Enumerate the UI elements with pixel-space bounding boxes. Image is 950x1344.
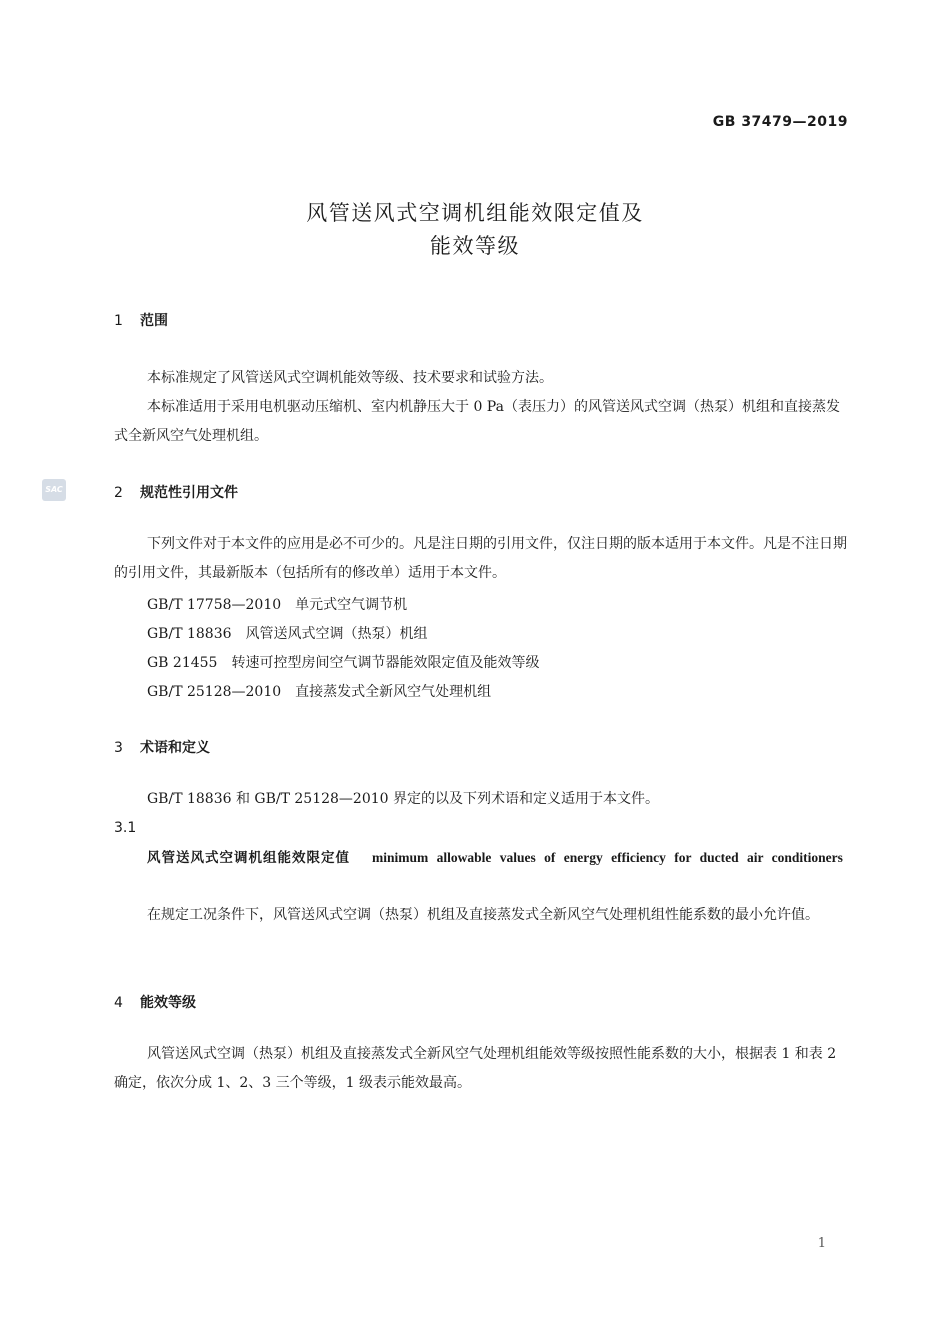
reference-code: GB/T 25128—2010 [147, 684, 282, 700]
section-1-paragraph-2: 本标准适用于采用电机驱动压缩机、室内机静压大于 0 Pa（表压力）的风管送风式空调（热泵）机组和直接蒸发式全新风空气处理机组。 [114, 399, 840, 444]
sac-watermark-logo: SAC [42, 479, 66, 501]
section-2-paragraph-1: 下列文件对于本文件的应用是必不可少的。凡是注日期的引用文件，仅注日期的版本适用于本文件。凡是不注日期的引用文件，其最新版本（包括所有的修改单）适用于本文件。 [114, 536, 847, 581]
section-title: 能效等级 [140, 995, 196, 1011]
reference-item [147, 652, 539, 672]
reference-code: GB/T 17758—2010 [147, 597, 282, 613]
reference-item [147, 681, 491, 701]
section-4-heading [114, 992, 196, 1012]
section-4-paragraph-1: 风管送风式空调（热泵）机组及直接蒸发式全新风空气处理机组能效等级按照性能系数的大小，根据表 1 和表 2 确定，依次分成 1、2、3 三个等级，1 级表示能效最高。 [114, 1046, 837, 1091]
section-1-paragraph-1: 本标准规定了风管送风式空调机能效等级、技术要求和试验方法。 [147, 370, 553, 386]
section-number: 1 [114, 313, 123, 329]
section-3-paragraph-1: GB/T 18836 和 GB/T 25128—2010 界定的以及下列术语和定义适用于本文件。 [147, 791, 660, 807]
reference-item [147, 594, 407, 614]
reference-title: 转速可控型房间空气调节器能效限定值及能效等级 [231, 655, 540, 671]
section-title: 规范性引用文件 [140, 485, 238, 501]
reference-title: 风管送风式空调（热泵）机组 [245, 626, 428, 642]
reference-title: 直接蒸发式全新风空气处理机组 [295, 684, 492, 700]
section-number: 4 [114, 995, 123, 1011]
document-title-line1: 风管送风式空调机组能效限定值及 [306, 201, 644, 225]
reference-code: GB/T 18836 [147, 626, 232, 642]
section-2-heading [114, 482, 238, 502]
section-title: 术语和定义 [140, 740, 210, 756]
section-3-heading [114, 737, 210, 757]
standard-number: GB 37479—2019 [712, 114, 848, 130]
section-1-heading [114, 310, 168, 330]
section-title: 范围 [140, 313, 168, 329]
reference-title: 单元式空气调节机 [295, 597, 408, 613]
section-number: 3 [114, 740, 123, 756]
reference-code: GB 21455 [147, 655, 218, 671]
term-english: minimum allowable values of energy efficiency for ducted air conditioners [372, 850, 843, 865]
section-number: 2 [114, 485, 123, 501]
term-chinese: 风管送风式空调机组能效限定值 [147, 850, 350, 866]
reference-item [147, 623, 428, 643]
term-entry [114, 843, 850, 873]
document-title-line2: 能效等级 [430, 234, 520, 258]
subsection-number: 3.1 [114, 820, 137, 836]
page-number: 1 [817, 1236, 826, 1251]
term-definition: 在规定工况条件下，风管送风式空调（热泵）机组及直接蒸发式全新风空气处理机组性能系数的最小允许值。 [147, 907, 819, 923]
